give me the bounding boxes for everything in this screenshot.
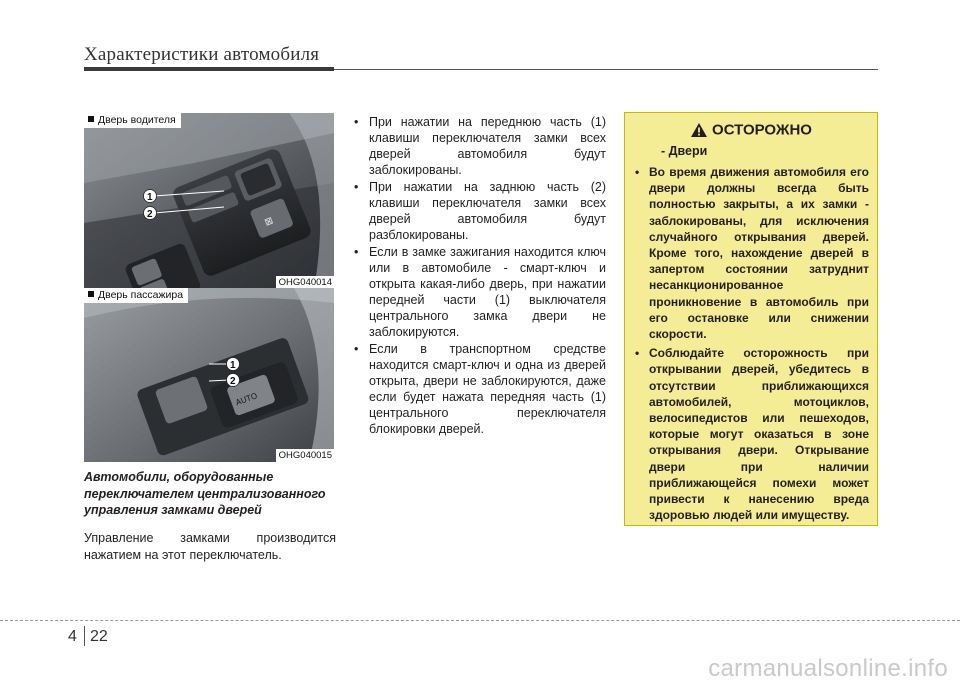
warning-subtitle: - Двери bbox=[661, 144, 708, 158]
watermark: carmanualsonline.info bbox=[708, 655, 948, 682]
photo-label-text: Дверь водителя bbox=[98, 114, 176, 126]
warning-box bbox=[624, 112, 878, 526]
svg-text:⊠: ⊠ bbox=[263, 215, 276, 229]
list-item-text: При нажатии на заднюю часть (2) клавиши переключателя замки всех дверей автомобиля будут разблокированы. bbox=[369, 180, 606, 242]
warning-list bbox=[635, 164, 869, 526]
photo-label-text: Дверь пассажира bbox=[98, 289, 184, 301]
footer-divider bbox=[0, 620, 960, 621]
list-item: • Если в транспортном средстве находится смарт-ключ и одна из дверей открыта, двери не заблокируются, даже если будет нажата передняя часть (1) центрального переключателя блокировки дверей. bbox=[354, 342, 606, 436]
header-rule-thin bbox=[334, 69, 878, 70]
list-item-text: Во время движения автомобиля его двери должны всегда быть полностью закрыты, а их замки - заблокированы, для исключения случайного открывания дверей. Кроме того, нахождение дверей в запертом состоянии затруднит несанкционированное проникновение в автомобиль при его остановке или снижении скорости. bbox=[649, 165, 869, 342]
list-item: • Во время движения автомобиля его двери должны всегда быть полностью закрыты, а их замки - заблокированы, для исключения случайного открывания дверей. Кроме того, нахождение дверей в запертом состоянии затруднит несанкционированное проникновение в автомобиль при его остановке или снижении скорости. bbox=[635, 165, 869, 342]
list-item-text: Если в транспортном средстве находится смарт-ключ и одна из дверей открыта, двери не заблокируются, даже если будет нажата передняя часть (1) центрального переключателя блокировки дверей. bbox=[369, 342, 606, 436]
warning-triangle-icon bbox=[690, 122, 708, 138]
section-number: 4 bbox=[68, 628, 77, 645]
photo-code: OHG040015 bbox=[276, 449, 334, 462]
list-item: • При нажатии на переднюю часть (1) клавиши переключателя замки всех дверей автомобиля будут заблокированы. bbox=[354, 115, 606, 177]
body-paragraph: Управление замками производится нажатием на этот переключатель. bbox=[84, 531, 336, 562]
list-item-text: Если в замке зажигания находится ключ или в автомобиле - смарт-ключ и открыта какая-либо дверь, при нажатии передней части (1) выключателя центрального замка двери не заблокируются. bbox=[369, 245, 606, 339]
section-title: Характеристики автомобиля bbox=[84, 44, 320, 65]
list-item: • При нажатии на заднюю часть (2) клавиши переключателя замки всех дверей автомобиля будут разблокированы. bbox=[354, 180, 606, 242]
callout-2: 2 bbox=[147, 209, 153, 220]
photo-code: OHG040014 bbox=[276, 276, 334, 289]
page-number: 22 bbox=[90, 628, 108, 645]
section-caption: Автомобили, оборудованные переключателем централизованного управления замками дверей bbox=[84, 470, 326, 517]
list-item-text: При нажатии на переднюю часть (1) клавиши переключателя замки всех дверей автомобиля будут заблокированы. bbox=[369, 115, 606, 177]
list-item: • Соблюдайте осторожность при открывании дверей, убедитесь в отсутствии приближающихся автомобилей, мотоциклов, велосипедистов или пешеходов, которые могут оказаться в зоне открывания двери. Открывание двери при наличии приближающейся помехи может привести к нанесению вреда здоровью людей или имуществу. bbox=[635, 346, 869, 523]
square-bullet-icon bbox=[88, 291, 94, 297]
auto-button-text: AUTO bbox=[234, 391, 259, 408]
header-rule-thick bbox=[84, 67, 334, 71]
driver-door-photo bbox=[84, 113, 334, 289]
list-item: • Если в замке зажигания находится ключ или в автомобиле - смарт-ключ и открыта какая-либо дверь, при нажатии передней части (1) выключателя центрального замка двери не заблокируются. bbox=[354, 245, 606, 339]
callout-1: 1 bbox=[230, 360, 236, 371]
warning-title: ОСТОРОЖНО bbox=[712, 121, 812, 139]
passenger-door-photo bbox=[84, 288, 334, 462]
photo-label bbox=[84, 113, 181, 128]
callout-1: 1 bbox=[147, 192, 153, 203]
passenger-door-image bbox=[84, 288, 334, 462]
driver-door-image bbox=[84, 113, 334, 289]
photo-label bbox=[84, 288, 188, 303]
page-number-separator bbox=[84, 626, 85, 646]
callout-2: 2 bbox=[230, 376, 236, 387]
square-bullet-icon bbox=[88, 116, 94, 122]
warning-header bbox=[625, 121, 877, 139]
bullet-list bbox=[352, 114, 606, 438]
list-item-text: Соблюдайте осторожность при открывании дверей, убедитесь в отсутствии приближающихся автомобилей, мотоциклов, велосипедистов или пешеходов, которые могут оказаться в зоне открывания двери. Открывание двери при наличии приближающейся помехи может привести к нанесению вреда здоровью людей или имуществу. bbox=[649, 346, 869, 523]
